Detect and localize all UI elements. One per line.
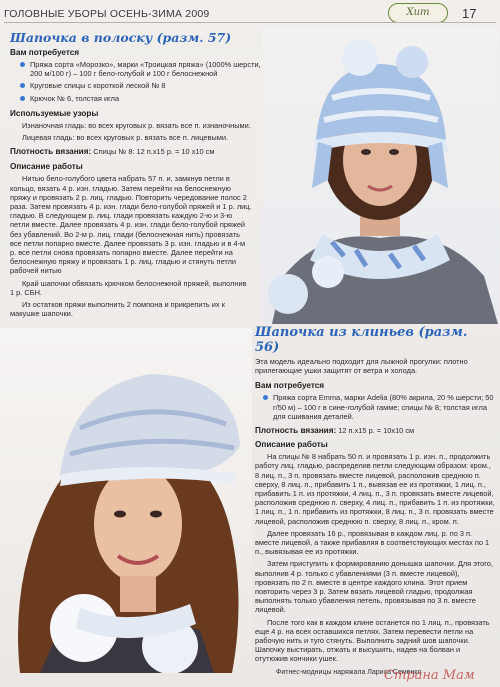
photo-wedge-hat [0, 328, 252, 673]
description-heading: Описание работы [255, 440, 328, 450]
needs-item: Круговые спицы с короткой леской № 8 [18, 81, 262, 90]
density-label: Плотность вязания: [255, 426, 337, 436]
density-label: Плотность вязания: [10, 147, 92, 157]
article-wedge-hat [255, 325, 495, 664]
density-value: 12 п.х15 р. = 10х10 см [338, 426, 415, 436]
section-title: ГОЛОВНЫЕ УБОРЫ ОСЕНЬ-ЗИМА 2009 [4, 8, 210, 20]
pattern-text: Лицевая гладь: во всех круговых р. вязать все п. лицевыми. [22, 133, 229, 143]
pattern-text: Изнаночная гладь: во всех круговых р. вязать все п. изнаночными. [22, 120, 251, 130]
site-watermark: Страна Мам [384, 668, 475, 683]
description-paragraph: Затем приступить к формированию донышка шапочки. Для этого, выполнив 4 р. только с убавлениями (3 п. вместе лицевой), провязать по 2 п. вместе в центре каждого клина. Этот прием повторить через 3 р. Затем вязать лицевой гладью, продолжая выполнять только убавления петель, провязывая по 3 п. вместе лицевой. [255, 559, 493, 615]
needs-item: Пряжа сорта «Морозко», марки «Троицкая пряжа» (1000% шерсти, 200 м/100 г) – 100 г бело-голубой и 100 г белоснежной [18, 60, 262, 78]
needs-item: Пряжа сорта Emma, марки Adelia (80% акрила, 20 % шерсти; 50 г/50 м) – 100 г в сине-голубой гамме; спицы № 8; толстая игла для сшивания деталей. [261, 393, 495, 421]
description-paragraph: Далее провязать 16 р., провязывая в каждом лиц. р. по 3 п. вместе лицевой, а также прибавляя в соответствующих местах по 1 п., вывязывая ее из протяжки. [255, 528, 490, 557]
photo-striped-hat [262, 28, 498, 324]
page-number: 17 [462, 6, 477, 21]
density-value: Спицы № 8: 12 п.х15 р. = 10 х10 см [93, 147, 215, 157]
article-title: Шапочка в полоску (разм. 57) [10, 30, 232, 45]
magazine-logo: Хит [388, 3, 448, 23]
photo-credit: Фитнес-модницы наряжала Лариса Семенко [276, 669, 422, 676]
description-paragraph: После того как в каждом клине останется по 1 лиц. п., провязать еще 4 р. на всех оставшихся петлях. Затем перевести петли на рабочую нить и туго стянуть. Выполнить задний шов шапочки. Шапочку выстирать, отжать и высушить, надев на болван и отутюжив кончики ушек. [255, 617, 490, 664]
description-paragraph: На спицы № 8 набрать 50 п. и провязать 1 р. изн. п., продолжить работу лиц. гладью, распределив петли следующим образом: кром., 8 лиц. п., 3 п. провязать вместе лицевой, расположив среднюю п. сверху, 8 лиц. п., прибавить 1 п., вывязав ее из протяжки, 1 лиц. п., прибавить 1 п. из протяжки, 4 лиц. п., 3 п. провязать вместе лицевой, расположив среднюю п. сверху, 4 лиц. п., прибавить 1 п. из протяжки, 1 лиц. п., 1 п. прибавить из протяжки, 8 лиц. п., 3 п. провязать вместе лицевой, расположив среднюю п. сверху, 8 лиц. п., кром. п. [255, 452, 495, 526]
article-striped-hat [10, 30, 262, 318]
header-divider [4, 22, 496, 23]
page-header [4, 2, 496, 24]
article-title: Шапочка из клиньев (разм. 56) [255, 325, 468, 355]
description-paragraph: Нитью бело-голубого цвета набрать 57 п. и, замкнув петли в кольцо, вязать 4 р. изн. гладью. Затем перейти на белоснежную пряжу и провязать 2 р. лиц. гладью. Повторить чередование полос 2 раза. Затем провязать 4 р. изн. глади бело-голубой пряжей и 1 р. лиц. гладью. В следующем р. лиц. глади провязать каждую 2-ю и 3-ю петли вместе. Далее провязать 4 р. изн. глади бело-голубой пряжей без убавлений. Во 2-м р. лиц. глади (белоснежная нить) провязать все петли попарно вместе. Далее провязать 3 р. изн. гладью и в 4-м р. все петли снова провязать попарно вместе. Далее перейти на белоснежную пряжу и провязать 1 р. лиц. гладью и стянуть петли рабочей нитью [10, 174, 252, 276]
needs-item: Крючок № 6, толстая игла [18, 94, 262, 103]
needs-heading: Вам потребуется [255, 381, 325, 391]
patterns-heading: Используемые узоры [10, 108, 99, 118]
article-intro: Эта модель идеально подходит для лыжной прогулки: плотно прилегающие ушки защитят от ветра и холода. [255, 357, 468, 376]
needs-heading: Вам потребуется [10, 48, 80, 57]
description-paragraph: Край шапочки обвязать крючком белоснежной пряжей, выполнив 1 р. СБН. [10, 278, 247, 297]
description-paragraph: Из остатков пряжи выполнить 2 помпона и прикрепить их к макушке шапочки. [10, 300, 225, 319]
description-heading: Описание работы [10, 162, 83, 172]
